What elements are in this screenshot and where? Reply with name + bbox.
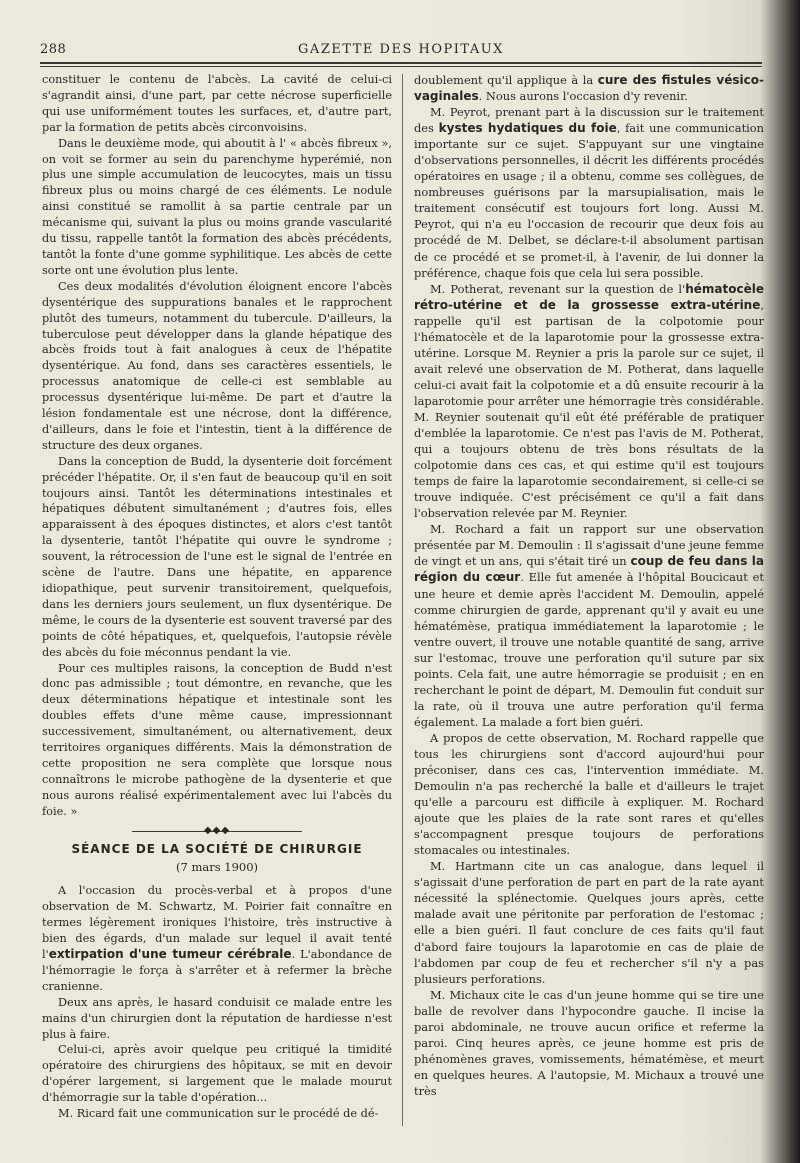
paragraph-text: . Nous aurons l'occasion d'y revenir. xyxy=(478,89,688,104)
paragraph-text: M. Rochard a fait un rapport sur une observation présentée par M. Demoulin : Il s'agissait d'une jeune femme de vingt et un ans, qui s'était tiré un xyxy=(414,522,764,569)
column-divider xyxy=(402,74,403,1126)
page-header xyxy=(40,40,762,64)
running-title: GAZETTE DES HOPITAUX xyxy=(298,42,504,57)
bold-term: extirpation d'une tumeur cérébrale xyxy=(48,947,292,962)
paragraph xyxy=(414,281,764,522)
section-title: SÉANCE DE LA SOCIÉTÉ DE CHIRURGIE xyxy=(71,841,363,856)
paragraph-text: , fait une communication importante sur ce sujet. S'appuyant sur une vingtaine d'observations personnelles, il décrit les différents procédés opératoires en usage ; il a obtenu, comme ses collègues, de nombreuses guérisons par la marsupialisation, mais le traitement consécutif est toujours fort long. Aussi M. Peyrot, qui n'a eu l'occasion de recourir que deux fois au procédé de M. Delbet, se déclare-t-il absolument partisan de ce procédé et se promet-il, à l'avenir, de lui donner la préférence, chaque fois que cela lui sera possible. xyxy=(414,121,764,280)
paragraph xyxy=(414,104,764,281)
bold-term: coup de feu dans la région du cœur xyxy=(414,554,764,585)
paragraph-text: M. Peyrot, prenant part à la discussion sur le traitement des xyxy=(414,105,764,136)
section-separator xyxy=(42,824,392,836)
paragraph: Dans la conception de Budd, la dysenterie doit forcément précéder l'hépatite. Or, il s'en faut de beaucoup qu'il en soit toujours ainsi. Tantôt les déterminations intestinales et hépatiques débutent simultanément ; d'autres fois, elles apparaissent à des époques distinctes, et alors c'est tantôt la dysenterie, tantôt l'hépatite qui ouvre le syndrome ; souvent, la rétrocession de l'une est le signal de l'entrée en scène de l'autre. Dans une hépatite, en apparence idiopathique, peut survenir transitoirement, quelquefois, dans les derniers jours seulement, un flux dysentérique. De même, le cours de la dysenterie est souvent traversé par des points de côté hépatiques, et, quelquefois, l'autopsie révèle des abcès du foie méconnus pendant la vie. xyxy=(42,454,392,659)
paragraph-text: M. Potherat, revenant sur la question de l' xyxy=(430,281,686,296)
paragraph: A propos de cette observation, M. Rochard rappelle que tous les chirurgiens sont d'accord aujourd'hui pour préconiser, dans ces cas, l'intervention immédiate. M. Demoulin n'a pas recherché la balle et d'ailleurs le trajet qu'elle a parcouru est difficile à expliquer. M. Rochard ajoute que les plaies de la rate sont rares et qu'elles s'accompagnent presque toujours de perforations stomacales ou intestinales. xyxy=(414,730,764,858)
bold-term: cure des fistules vésico-vaginales xyxy=(414,73,764,104)
paragraph: Pour ces multiples raisons, la conception de Budd n'est donc pas admissible ; tout démontre, en revanche, que les deux déterminations hépatique et intestinale sont les doubles effets d'une même cause, impressionnant successivement, simultanément, ou alternativement, deux territoires organiques différents. Mais la démonstration de cette proposition ne sera complète que lorsque nous connaîtrons le microbe pathogène de la dysenterie et que nous aurons réalisé expérimentalement avec lui l'abcès du foie. » xyxy=(42,661,392,818)
paragraph: M. Ricard fait une communication sur le procédé de dé- xyxy=(58,1107,379,1121)
paragraph-text: . Elle fut amenée à l'hôpital Boucicaut et une heure et demie après l'accident M. Demoulin, appelé comme chirurgien de garde, apprenant qu'il y avait eu une hématémèse, pratiqua immédiatement la laparotomie ; le ventre ouvert, il trouve une notable quantité de sang, arrive sur l'estomac, trouve une perforation qu'il suture par six points. Cela fait, une autre hémorragie se produisit ; en en recherchant le point de départ, M. Demoulin fut conduit sur la rate, où il trouva une autre perforation qu'il ferma également. La malade a fort bien guéri. xyxy=(414,570,764,729)
paragraph-text: doublement qu'il applique à la xyxy=(414,73,598,87)
paragraph: Deux ans après, le hasard conduisit ce malade entre les mains d'un chirurgien dont la réputation de hardiesse n'est plus à faire. xyxy=(42,995,392,1041)
header-rule-thin xyxy=(40,66,762,67)
left-column xyxy=(42,72,392,1122)
paragraph xyxy=(414,521,764,730)
paragraph: Dans le deuxième mode, qui aboutit à l' « abcès fibreux », on voit se former au sein du parenchyme hyperémié, non plus une simple accumulation de leucocytes, mais un tissu fibreux plus ou moins chargé de ces éléments. Le nodule ainsi constitué se ramollit à sa partie centrale par un mécanisme qui, suivant la plus ou moins grande vascularité du tissu, rappelle tantôt la formation des abcès précédents, tantôt la fonte d'une gomme syphilitique. Les abcès de cette sorte ont une évolution plus lente. xyxy=(42,136,392,277)
section-date: (7 mars 1900) xyxy=(175,859,259,874)
bold-term: hématocèle rétro-utérine et de la grossesse extra-utérine xyxy=(414,281,764,312)
paragraph-text: , rappelle qu'il est partisan de la colpotomie pour l'hématocèle et de la laparotomie pour la grossesse extra-utérine. Lorsque M. Reynier a pris la parole sur ce sujet, il avait relevé une observation de M. Potherat, dans laquelle celui-ci avait fait la colpotomie et a dû ensuite recourir à la laparotomie pour arrêter une hémorragie très considérable. M. Reynier soutenait qu'il eût été préférable de pratiquer d'emblée la laparotomie. Ce n'est pas l'avis de M. Potherat, qui a toujours obtenu de très bons résultats de la colpotomie dans ces cas, et qui estime qu'il est toujours temps de faire la laparotomie secondairement, si celle-ci se trouve indiquée. C'est précisément ce qu'il a fait dans l'observation relevée par M. Reynier. xyxy=(414,297,764,521)
bold-term: kystes hydatiques du foie xyxy=(438,121,617,136)
paragraph: M. Michaux cite le cas d'un jeune homme qui se tire une balle de revolver dans l'hypocondre gauche. Il incise la paroi abdominale, ne trouve aucun orifice et referme la paroi. Cinq heures après, ce jeune homme est pris de phénomènes graves, vomissements, hématémèse, et meurt en quelques heures. A l'autopsie, M. Michaux a trouvé une très xyxy=(414,987,764,1098)
paragraph: Celui-ci, après avoir quelque peu critiqué la timidité opératoire des chirurgiens des hôpitaux, se mit en devoir d'opérer largement, si largement que le malade mourut d'hémorragie sur la table d'opération... xyxy=(42,1043,392,1105)
paragraph xyxy=(42,883,392,994)
paragraph-text: . L'abondance de l'hémorragie le força à s'arrêter et à refermer la brèche cranienne. xyxy=(42,948,392,993)
paragraph-text: A l'occasion du procès-verbal et à propos d'une observation de M. Schwartz, M. Poirier fait connaître en termes légèrement ironiques l'histoire, très instructive à bien des égards, d'un malade sur lequel il avait tenté l' xyxy=(42,884,392,962)
paragraph xyxy=(414,72,764,104)
header-rule-thick xyxy=(40,62,762,64)
paragraph: M. Hartmann cite un cas analogue, dans lequel il s'agissait d'une perforation de part en part de la rate ayant nécessité la splénectomie. Quelques jours après, cette malade avait une péritonite par perforation de l'estomac ; elle a bien guéri. Il faut conclure de ces faits qu'il faut d'abord faire toujours la laparotomie en cas de plaie de l'abdomen par coup de feu et rechercher s'il n'y a pas plusieurs perforations. xyxy=(414,859,764,986)
paragraph: Ces deux modalités d'évolution éloignent encore l'abcès dysentérique des suppurations banales et le rapprochent plutôt des tumeurs, notamment du tubercule. D'ailleurs, la tuberculose peut développer dans la glande hépatique des abcès froids tout à fait analogues à ceux de l'hépatite dysentérique. Au fond, dans ses caractères essentiels, le processus anatomique de celle-ci est semblable au processus dysentérique lui-même. De part et d'autre la lésion fondamentale est une nécrose, dont la différence, d'ailleurs, dans le foie et l'intestin, tient à la différence de structure des deux organes. xyxy=(42,279,392,452)
separator-ornament-icon: ◆◆◆ xyxy=(203,824,231,836)
page-number: 288 xyxy=(40,42,67,57)
paragraph: constituer le contenu de l'abcès. La cavité de celui-ci s'agrandit ainsi, d'une part, par cette nécrose superficielle qui use uniformément toutes les surfaces, et, d'autre part, par la formation de petits abcès circonvoisins. xyxy=(42,73,392,134)
right-column xyxy=(414,72,764,1099)
